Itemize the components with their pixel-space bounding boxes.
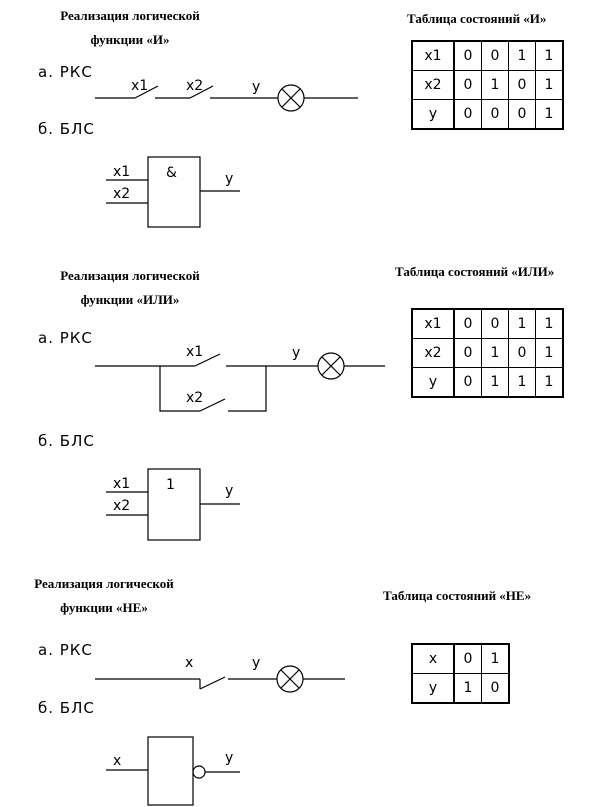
not-gate-out-label: y <box>225 750 234 766</box>
or-rks-y-label: y <box>292 345 301 361</box>
table-cell: 1 <box>482 644 510 674</box>
or-gate-in2-label: x2 <box>113 498 131 514</box>
table-cell: 0 <box>509 339 536 368</box>
and-gate-symbol: & <box>166 165 177 181</box>
table-cell: y <box>412 100 454 130</box>
table-cell: 0 <box>509 100 536 130</box>
table-cell: 0 <box>482 41 509 71</box>
table-cell: 1 <box>482 368 509 398</box>
inversion-circle-icon <box>193 766 205 778</box>
not-rks-circuit <box>95 666 345 692</box>
or-label-bls: б. БЛС <box>38 432 95 450</box>
table-cell: 1 <box>536 339 564 368</box>
and-table-title: Таблица состояний «И» <box>407 11 547 26</box>
or-title-line2: функции «ИЛИ» <box>80 292 180 307</box>
table-cell: 0 <box>482 309 509 339</box>
not-title-line2: функции «НЕ» <box>60 600 148 615</box>
not-title-line1: Реализация логической <box>34 576 174 591</box>
table-cell: 0 <box>454 309 482 339</box>
not-gate <box>106 737 240 805</box>
table-cell: 1 <box>482 339 509 368</box>
not-rks-x-label: x <box>185 655 194 671</box>
table-cell: 1 <box>536 71 564 100</box>
table-cell: 1 <box>536 309 564 339</box>
and-gate-out-label: y <box>225 171 234 187</box>
table-cell: x1 <box>412 309 454 339</box>
not-label-bls: б. БЛС <box>38 699 95 717</box>
table-cell: 0 <box>454 71 482 100</box>
or-gate-out-label: y <box>225 483 234 499</box>
or-gate-symbol: 1 <box>166 477 175 493</box>
table-cell: y <box>412 368 454 398</box>
not-label-rks: а. РКС <box>38 641 93 659</box>
and-label-bls: б. БЛС <box>38 120 95 138</box>
not-gate-in-label: x <box>113 753 122 769</box>
table-cell: 0 <box>454 41 482 71</box>
and-rks-y-label: y <box>252 79 261 95</box>
table-cell: 1 <box>509 41 536 71</box>
table-cell: 0 <box>482 674 510 704</box>
or-gate-in1-label: x1 <box>113 476 131 492</box>
table-cell: 1 <box>509 368 536 398</box>
table-cell: 0 <box>454 644 482 674</box>
table-cell: x <box>412 644 454 674</box>
and-rks-x1-label: x1 <box>131 78 149 94</box>
wire <box>228 366 266 411</box>
table-cell: 0 <box>454 100 482 130</box>
and-label-rks: а. РКС <box>38 63 93 81</box>
and-gate-in1-label: x1 <box>113 164 131 180</box>
and-title-line2: функции «И» <box>90 32 170 47</box>
and-rks-x2-label: x2 <box>186 78 204 94</box>
or-title-line1: Реализация логической <box>60 268 200 283</box>
table-cell: 1 <box>536 100 564 130</box>
not-rks-y-label: y <box>252 655 261 671</box>
and-title-line1: Реализация логической <box>60 8 200 23</box>
table-cell: 0 <box>482 100 509 130</box>
or-rks-x1-label: x1 <box>186 344 204 360</box>
table-cell: x1 <box>412 41 454 71</box>
contact-x-switch <box>200 677 225 689</box>
contact-x2-switch <box>200 399 225 411</box>
table-cell: 0 <box>454 339 482 368</box>
table-cell: 1 <box>509 309 536 339</box>
table-cell: 1 <box>482 71 509 100</box>
table-cell: 1 <box>536 368 564 398</box>
or-rks-circuit <box>95 353 385 411</box>
table-cell: y <box>412 674 454 704</box>
table-cell: 1 <box>536 41 564 71</box>
table-cell: 0 <box>454 368 482 398</box>
table-cell: x2 <box>412 71 454 100</box>
table-cell: 0 <box>509 71 536 100</box>
not-gate-box <box>148 737 193 805</box>
or-rks-x2-label: x2 <box>186 390 204 406</box>
or-label-rks: а. РКС <box>38 329 93 347</box>
not-table-title: Таблица состояний «НЕ» <box>383 588 532 603</box>
or-table-title: Таблица состояний «ИЛИ» <box>395 264 555 279</box>
table-cell: x2 <box>412 339 454 368</box>
table-cell: 1 <box>454 674 482 704</box>
and-gate-in2-label: x2 <box>113 186 131 202</box>
